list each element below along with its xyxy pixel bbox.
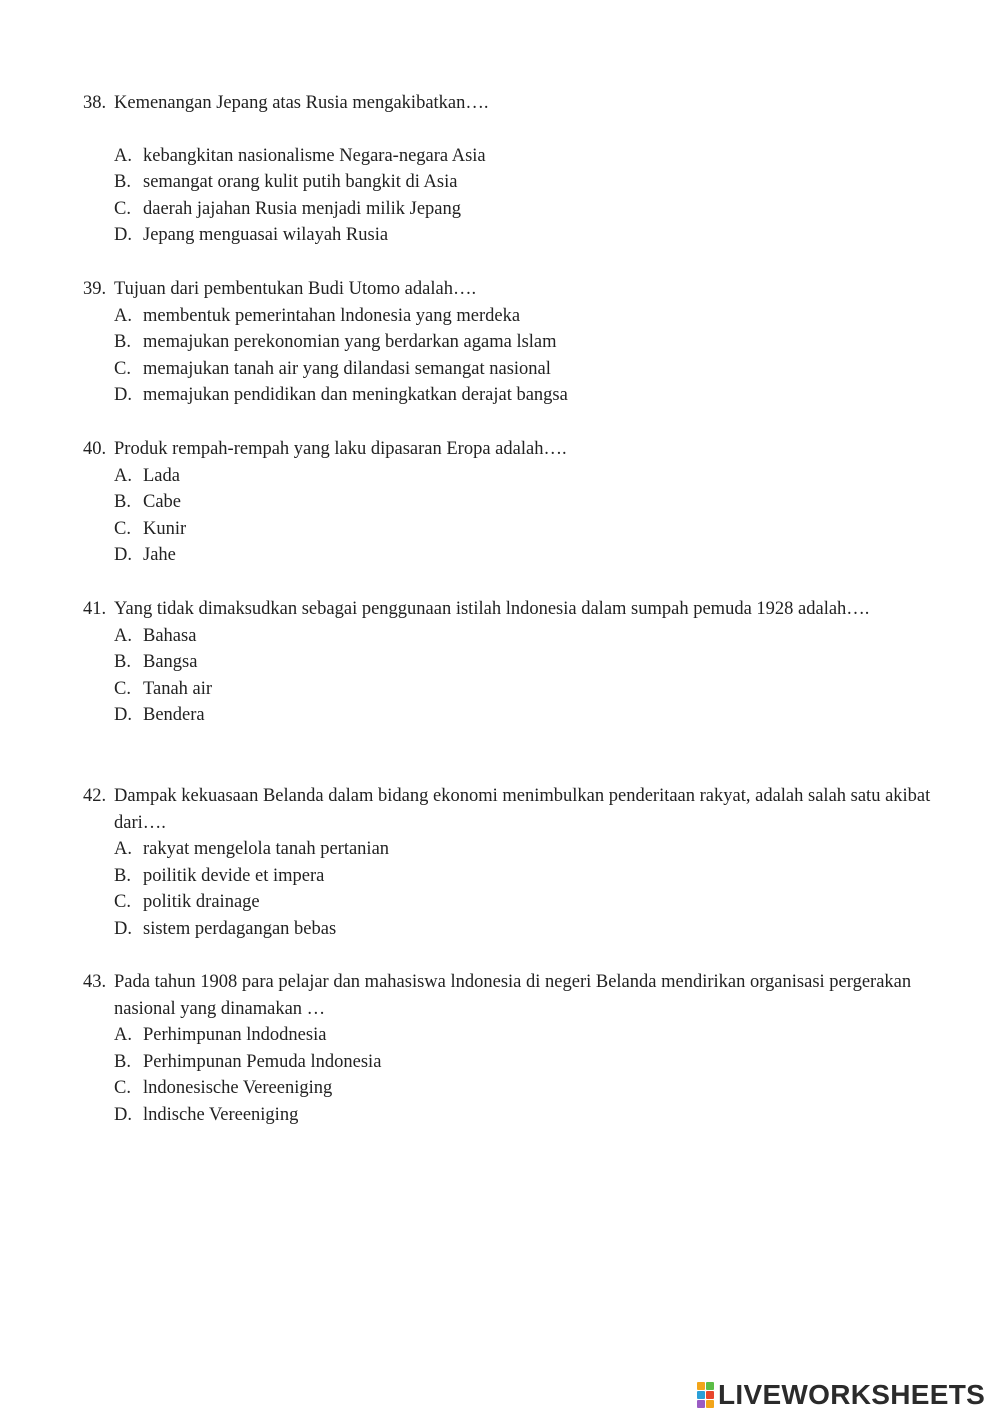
option-text: semangat orang kulit putih bangkit di Asia	[143, 172, 458, 193]
option-c[interactable]	[114, 516, 933, 543]
option-letter: D.	[114, 1104, 132, 1125]
question-number: 41.	[83, 599, 107, 619]
logo-tile	[697, 1391, 705, 1399]
option-letter: B.	[114, 492, 131, 513]
option-letter: C.	[114, 678, 131, 699]
option-b[interactable]	[114, 649, 933, 676]
question-number: 40.	[83, 439, 107, 459]
logo-tile	[706, 1391, 714, 1399]
option-text: Lada	[143, 465, 180, 486]
option-b[interactable]	[114, 169, 933, 196]
liveworksheets-watermark	[697, 1378, 985, 1412]
option-letter: D.	[114, 545, 132, 566]
option-c[interactable]	[114, 196, 933, 223]
option-text: Bangsa	[143, 652, 198, 673]
option-d[interactable]	[114, 382, 933, 409]
option-letter: D.	[114, 705, 132, 726]
question-number: 39.	[83, 279, 107, 299]
option-c[interactable]	[114, 356, 933, 383]
question-stem: Tujuan dari pembentukan Budi Utomo adalah….	[114, 279, 477, 299]
option-letter: B.	[114, 1051, 131, 1072]
option-letter: A.	[114, 1025, 132, 1045]
option-a[interactable]	[114, 623, 933, 650]
option-letter: B.	[114, 865, 131, 886]
option-a[interactable]	[114, 303, 933, 330]
liveworksheets-logo-icon	[697, 1382, 714, 1408]
option-text: Perhimpunan Pemuda lndonesia	[143, 1051, 382, 1072]
option-d[interactable]	[114, 702, 933, 729]
option-text: Perhimpunan lndodnesia	[143, 1025, 327, 1045]
option-text: Jepang menguasai wilayah Rusia	[143, 225, 389, 246]
option-letter: D.	[114, 225, 132, 246]
option-text: Cabe	[143, 492, 182, 513]
option-text: lndonesische Vereeniging	[143, 1078, 333, 1099]
question-stem: Dampak kekuasaan Belanda dalam bidang ekonomi menimbulkan penderitaan rakyat, adalah salah satu akibat dari….	[114, 786, 931, 833]
option-d[interactable]	[114, 222, 933, 249]
option-text: lndische Vereeniging	[143, 1104, 299, 1125]
option-text: Bendera	[143, 705, 205, 726]
option-d[interactable]	[114, 542, 933, 569]
option-letter: B.	[114, 652, 131, 673]
option-text: sistem perdagangan bebas	[143, 918, 337, 939]
logo-tile	[697, 1382, 705, 1390]
question-number: 38.	[83, 93, 107, 113]
option-b[interactable]	[114, 1049, 933, 1076]
option-text: memajukan tanah air yang dilandasi semangat nasional	[143, 358, 551, 379]
logo-tile	[706, 1382, 714, 1390]
option-letter: B.	[114, 332, 131, 353]
option-a[interactable]	[114, 836, 933, 863]
option-letter: C.	[114, 1078, 131, 1099]
question-43	[83, 969, 933, 1128]
option-text: memajukan perekonomian yang berdarkan agama lslam	[143, 332, 557, 353]
option-c[interactable]	[114, 889, 933, 916]
liveworksheets-logo-text: LIVEWORKSHEETS	[718, 1379, 986, 1410]
option-text: daerah jajahan Rusia menjadi milik Jepang	[143, 198, 461, 219]
option-letter: A.	[114, 625, 132, 646]
option-a[interactable]	[114, 463, 933, 490]
option-letter: D.	[114, 918, 132, 939]
question-39	[83, 276, 933, 409]
question-38	[83, 90, 933, 249]
option-text: politik drainage	[143, 892, 260, 913]
option-text: poilitik devide et impera	[143, 865, 325, 886]
option-letter: B.	[114, 172, 131, 193]
option-b[interactable]	[114, 863, 933, 890]
question-stem: Yang tidak dimaksudkan sebagai penggunaan istilah lndonesia dalam sumpah pemuda 1928 adalah….	[114, 599, 870, 619]
option-a[interactable]	[114, 143, 933, 170]
option-text: Jahe	[143, 545, 176, 566]
option-letter: D.	[114, 385, 132, 406]
option-d[interactable]	[114, 1102, 933, 1129]
question-number: 43.	[83, 972, 107, 992]
question-stem: Pada tahun 1908 para pelajar dan mahasiswa lndonesia di negeri Belanda mendirikan organisasi pergerakan nasional yang dinamakan …	[114, 972, 912, 1019]
option-text: Kunir	[143, 518, 187, 539]
option-letter: C.	[114, 198, 131, 219]
option-letter: C.	[114, 518, 131, 539]
option-text: Bahasa	[143, 625, 197, 646]
option-text: rakyat mengelola tanah pertanian	[143, 839, 390, 859]
option-letter: A.	[114, 839, 132, 859]
option-c[interactable]	[114, 676, 933, 703]
option-letter: C.	[114, 892, 131, 913]
option-text: memajukan pendidikan dan meningkatkan derajat bangsa	[143, 385, 568, 406]
option-b[interactable]	[114, 329, 933, 356]
question-40	[83, 436, 933, 569]
option-letter: A.	[114, 465, 132, 486]
question-42	[83, 783, 933, 942]
logo-tile	[697, 1400, 705, 1408]
option-d[interactable]	[114, 916, 933, 943]
option-a[interactable]	[114, 1022, 933, 1049]
option-letter: A.	[114, 145, 132, 166]
option-text: Tanah air	[143, 678, 213, 699]
question-number: 42.	[83, 786, 107, 806]
logo-tile	[706, 1400, 714, 1408]
option-letter: A.	[114, 305, 132, 326]
option-text: kebangkitan nasionalisme Negara-negara Asia	[143, 145, 486, 166]
option-b[interactable]	[114, 489, 933, 516]
question-41	[83, 596, 933, 729]
question-stem: Produk rempah-rempah yang laku dipasaran Eropa adalah….	[114, 439, 567, 459]
question-stem: Kemenangan Jepang atas Rusia mengakibatkan….	[114, 93, 489, 113]
option-c[interactable]	[114, 1075, 933, 1102]
option-letter: C.	[114, 358, 131, 379]
option-text: membentuk pemerintahan lndonesia yang merdeka	[143, 305, 521, 326]
